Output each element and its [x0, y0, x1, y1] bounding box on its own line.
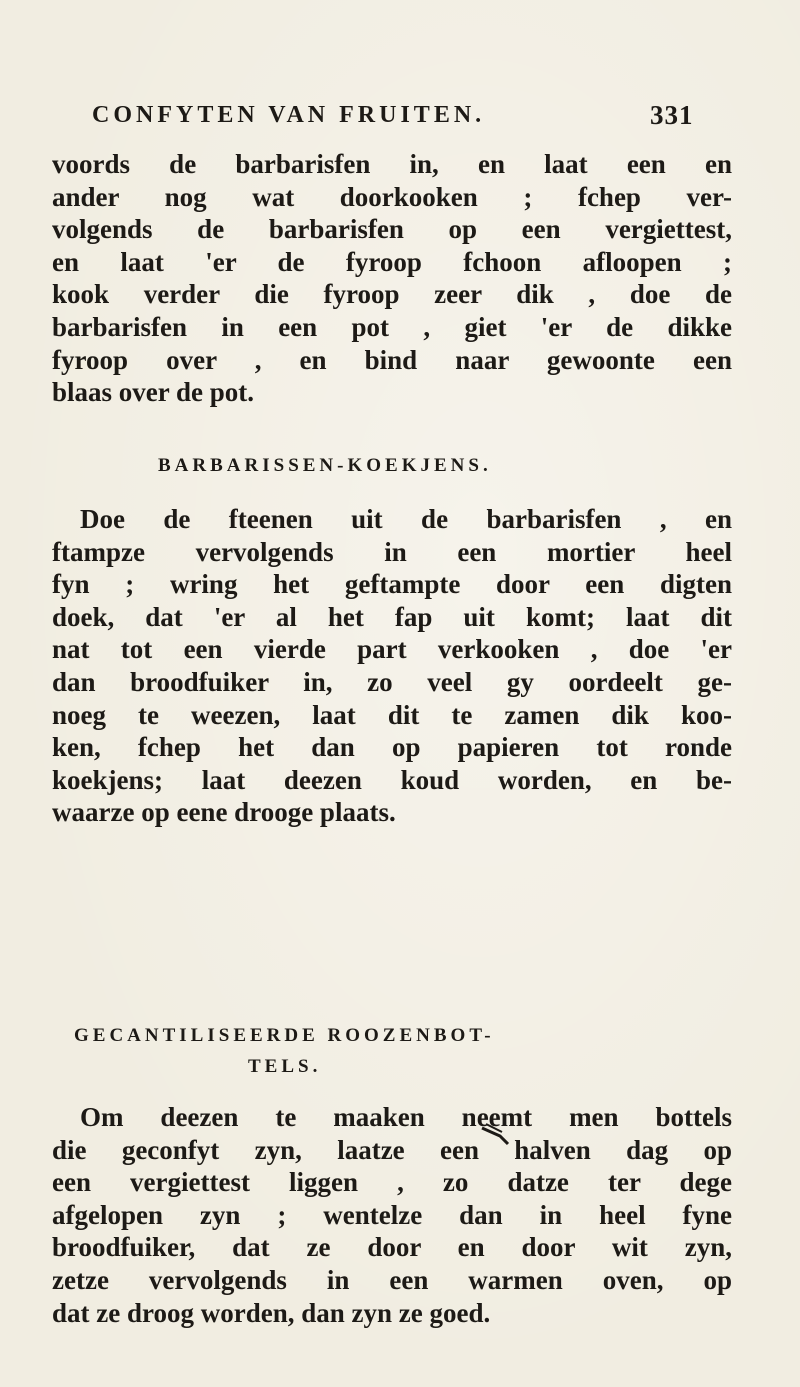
text-line: ander nog wat doorkooken ; fchep ver-	[52, 181, 732, 212]
section-heading-roozenbottels: GECANTILISEERDE ROOZENBOT-	[74, 1025, 495, 1046]
text-line: noeg te weezen, laat dit te zamen dik koo-	[52, 699, 732, 730]
text-line: afgelopen zyn ; wentelze dan in heel fyne	[52, 1199, 732, 1230]
text-line: doek, dat 'er al het fap uit komt; laat dit	[52, 601, 732, 632]
text-line: kook verder die fyroop zeer dik , doe de	[52, 279, 732, 310]
text-line: en laat 'er de fyroop fchoon afloopen ;	[52, 246, 732, 277]
paragraph-1	[52, 148, 732, 409]
text-line: volgends de barbarisfen op een vergiettest,	[52, 214, 732, 245]
text-line: dat ze droog worden, dan zyn ze goed.	[52, 1297, 491, 1328]
text-line: waarze op eene drooge plaats.	[52, 797, 396, 828]
text-line: koekjens; laat deezen koud worden, en be-	[52, 764, 732, 795]
text-line: een vergiettest liggen , zo datze ter dege	[52, 1167, 732, 1198]
text-line: blaas over de pot.	[52, 377, 255, 408]
paragraph-3	[52, 1101, 732, 1329]
text-line: barbarisfen in een pot , giet 'er de dikke	[52, 311, 732, 342]
paragraph-2	[52, 503, 732, 829]
text-line: dan broodfuiker in, zo veel gy oordeelt ge-	[52, 666, 732, 697]
text-line: Doe de fteenen uit de barbarisfen , en	[80, 504, 732, 534]
printer-mark-icon	[478, 1122, 518, 1150]
text-line: ken, fchep het dan op papieren tot ronde	[52, 732, 732, 763]
text-line: Om deezen te maaken neemt men bottels	[80, 1102, 732, 1132]
running-title: CONFYTEN VAN FRUITEN.	[92, 102, 486, 128]
text-line: die geconfyt zyn, laatze een halven dag op	[52, 1134, 732, 1165]
text-line: nat tot een vierde part verkooken , doe 'er	[52, 634, 732, 665]
section-heading-barbarissen-koekjens: BARBARISSEN-KOEKJENS.	[158, 455, 492, 476]
text-line: broodfuiker, dat ze door en door wit zyn,	[52, 1232, 732, 1263]
text-line: voords de barbarisfen in, en laat een en	[52, 149, 732, 179]
text-line: fyn ; wring het geftampte door een digten	[52, 569, 732, 600]
text-line: fyroop over , en bind naar gewoonte een	[52, 344, 732, 375]
running-head	[0, 100, 800, 140]
text-line: zetze vervolgends in een warmen oven, op	[52, 1264, 732, 1295]
section-heading-roozenbottels-cont: TELS.	[248, 1056, 322, 1077]
text-line: ftampze vervolgends in een mortier heel	[52, 536, 732, 567]
page-number: 331	[650, 100, 694, 130]
